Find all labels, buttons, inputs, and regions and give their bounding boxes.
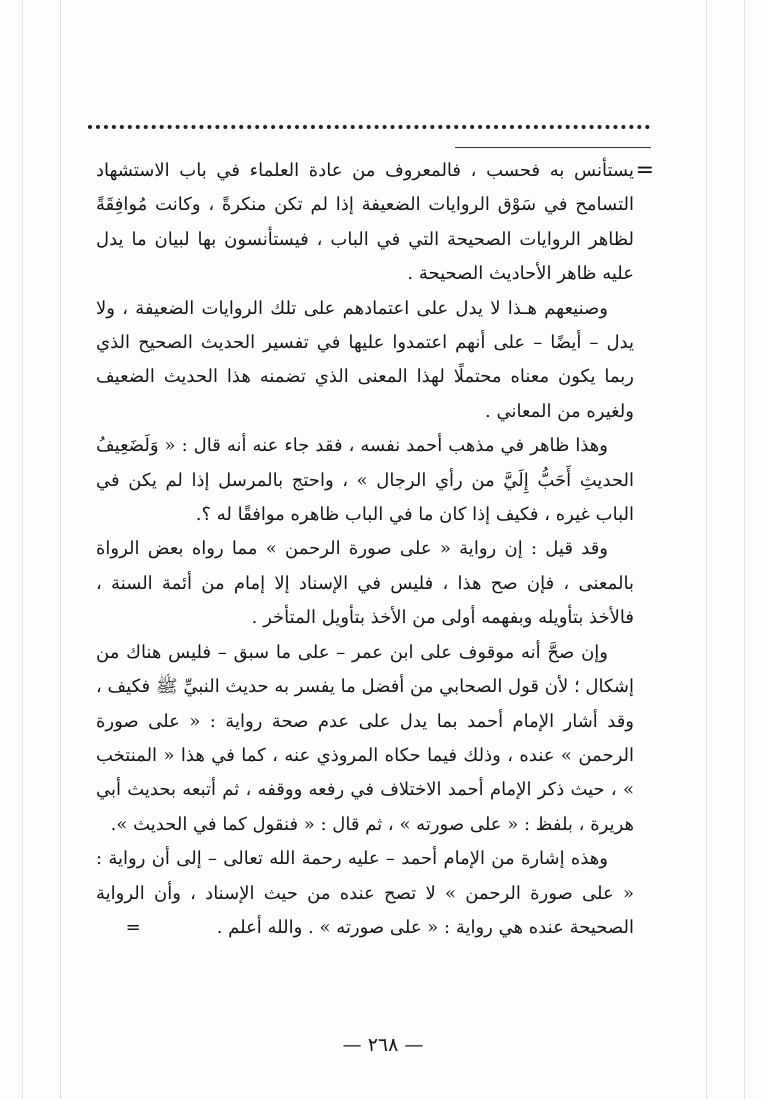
continuation-mark: =: [635, 158, 654, 183]
dotted-separator: [88, 125, 650, 129]
paragraph-5: وإن صحَّ أنه موقوف على ابن عمر – على ما سبق – فليس هناك من إشكال ؛ لأن قول الصحابي من أفضل ما يفسر به حديث النبيِّ ﷺ فكيف ، وقد أشار الإمام أحمد بما يدل على عدم صحة رواية : « على صورة الرحمن » عنده ، وذلك فيما حكاه المروذي عنه ، كما في هذا « المنتخب » ، حيث ذكر الإمام أحمد الاختلاف في رفعه ووقفه ، ثم أتبعه بحديث أبي هريرة ، بلفظ : « على صورته » ، ثم قال : « فنقول كما في الحديث ».: [96, 641, 634, 835]
paragraph-6: [96, 842, 634, 945]
scan-artifact-line: [744, 0, 745, 1099]
paragraph-6-text: وهذه إشارة من الإمام أحمد – عليه رحمة الله تعالى – إلى أن رواية : « على صورة الرحمن » لا تصح عنده من حيث الإسناد ، وأن الرواية الصحيحة عنده هي رواية : « على صورته » . والله أعلم .: [96, 848, 634, 938]
scan-artifact-line: [60, 0, 61, 1099]
paragraph-3: وهذا ظاهر في مذهب أحمد نفسه ، فقد جاء عنه أنه قال : « وَلَضَعِيفُ الحديثِ أَحَبُّ إِلَيَّ من رأي الرجال » ، واحتج بالمرسل إذا لم يكن في الباب غيره ، فكيف إذا كان ما في الباب ظاهره موافقًا له ؟.: [96, 435, 634, 526]
page-number: — ٢٦٨ —: [342, 1034, 424, 1056]
paragraph-2: وصنيعهم هـذا لا يدل على اعتمادهم على تلك الروايات الضعيفة ، ولا يدل – أيضًا – على أنهم اعتمدوا عليها في تفسير الحديث الصحيح الذي ربما يكون معناه محتملًا لهذا المعنى الذي تضمنه هذا الحديث الضعيف ولغيره من المعاني .: [96, 297, 634, 422]
scan-artifact-line: [22, 0, 23, 1099]
end-mark: =: [125, 916, 141, 938]
scan-artifact-line: [706, 0, 707, 1099]
footnote-rule: [455, 147, 651, 148]
paragraph-1: يستأنس به فحسب ، فالمعروف من عادة العلماء في باب الاستشهاد التسامح في سَوْق الروايات الضعيفة إذا لم تكن منكرةً ، وكانت مُوافِقَةً لظاهر الروايات الصحيحة التي في الباب ، فيستأنسون بها لبيان ما يدل عليه ظاهر الأحاديث الصحيحة .: [96, 160, 634, 285]
footnote-text: [96, 154, 634, 945]
paragraph-4: وقد قيل : إن رواية « على صورة الرحمن » مما رواه بعض الرواة بالمعنى ، فإن صح هذا ، فليس في الإسناد إلا إمام من أئمة السنة ، فالأخذ بتأويله وبفهمه أولى من الأخذ بتأويل المتأخر .: [96, 538, 634, 629]
